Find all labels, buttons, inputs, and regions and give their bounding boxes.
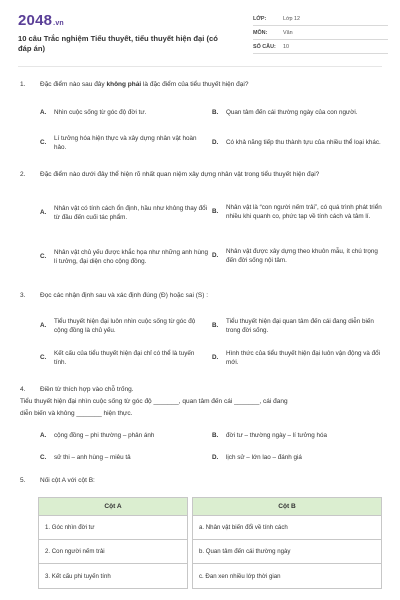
question-2 xyxy=(20,170,382,265)
meta-row-count xyxy=(253,40,388,54)
meta-key: MÔN: xyxy=(253,29,268,36)
meta-row-subject xyxy=(253,26,388,40)
option-letter: C. xyxy=(40,454,47,462)
option-c[interactable] xyxy=(40,452,208,464)
option-text: Quan tâm đến cái thường ngày của con người. xyxy=(226,109,358,117)
option-b[interactable] xyxy=(212,195,382,229)
question-text xyxy=(40,80,382,89)
column-b-table xyxy=(192,497,382,589)
meta-key: LỚP: xyxy=(253,15,267,22)
stem-emphasis: không phải xyxy=(106,81,142,88)
option-letter: B. xyxy=(212,432,219,440)
option-letter: D. xyxy=(212,252,219,260)
option-text: Nhìn cuộc sống từ góc độ đời tư. xyxy=(54,109,147,117)
question-number: 4. xyxy=(20,386,26,393)
site-logo[interactable] xyxy=(18,12,64,29)
option-b[interactable] xyxy=(212,430,382,442)
column-b-item[interactable]: a. Nhân vật biến đổi về tính cách xyxy=(193,516,381,540)
column-a-item[interactable]: 3. Kết cấu phi tuyến tính xyxy=(45,572,111,580)
option-text: cộng đồng – phi thường – phản ánh xyxy=(54,432,155,440)
stem-suffix: là đặc điểm của tiểu thuyết hiện đại? xyxy=(141,81,249,88)
option-a[interactable] xyxy=(40,316,208,336)
column-b-item[interactable]: c. Đan xen nhiều lớp thời gian xyxy=(199,572,281,580)
column-a-table xyxy=(38,497,188,589)
column-a-item[interactable]: 1. Góc nhìn đời tư xyxy=(39,516,187,540)
option-text: Nhân vật là “con người nếm trải”, có quá trình phát triển nhiều khi quanh co, phức tạp về tính cách và tâm lí. xyxy=(226,203,382,220)
option-letter: A. xyxy=(40,109,47,117)
option-b[interactable] xyxy=(212,316,382,336)
option-text: Kết cấu của tiểu thuyết hiện đại chỉ có thể là tuyến tính. xyxy=(54,349,195,366)
header xyxy=(18,12,388,64)
option-letter: A. xyxy=(40,209,47,217)
option-letter: C. xyxy=(40,354,47,362)
option-letter: A. xyxy=(40,432,47,440)
option-c[interactable] xyxy=(40,133,205,153)
option-b[interactable] xyxy=(212,103,382,123)
option-a[interactable] xyxy=(40,199,208,227)
option-a[interactable] xyxy=(40,103,205,123)
fill-in-sentence xyxy=(20,396,382,420)
column-a-item[interactable]: 2. Con người nếm trải xyxy=(39,540,187,564)
option-text: đời tư – thường ngày – lí tưởng hóa xyxy=(226,432,328,440)
fill-line-2: diễn biến và không _______ hiện thực. xyxy=(20,410,133,417)
page-title: 10 câu Trắc nghiệm Tiểu thuyết, tiểu thuyết hiện đại (có đáp án) xyxy=(18,34,218,53)
option-letter: A. xyxy=(40,322,47,330)
option-d[interactable] xyxy=(212,452,382,464)
meta-row-grade xyxy=(253,12,388,26)
column-b-item[interactable]: b. Quan tâm đến cái thường ngày xyxy=(193,540,381,564)
fill-line-1: Tiểu thuyết hiện đại nhìn cuộc sống từ góc độ _______, quan tâm đến cái _______, cái đang xyxy=(20,398,288,405)
option-d[interactable] xyxy=(212,348,382,368)
option-a[interactable] xyxy=(40,430,208,442)
option-letter: C. xyxy=(40,139,47,147)
header-divider xyxy=(18,66,382,67)
option-d[interactable] xyxy=(212,133,382,153)
question-text: Đọc các nhận định sau và xác định đúng (Đ) hoặc sai (S) : xyxy=(40,292,209,299)
logo-text: 2048 xyxy=(18,12,53,29)
question-number: 1. xyxy=(20,81,26,88)
meta-panel xyxy=(253,12,388,54)
stem-prefix: Đặc điểm nào sau đây xyxy=(40,81,107,88)
option-letter: D. xyxy=(212,139,219,147)
option-letter: B. xyxy=(212,322,219,330)
option-letter: D. xyxy=(212,354,219,362)
option-c[interactable] xyxy=(40,348,208,368)
question-number: 5. xyxy=(20,477,26,484)
option-text: Lí tưởng hóa hiện thực và xây dựng nhân vật hoàn hảo. xyxy=(54,134,197,151)
meta-value: 10 xyxy=(283,43,289,50)
question-text: Nối cột A với cột B: xyxy=(40,477,95,484)
meta-key: SỐ CÂU: xyxy=(253,43,276,50)
option-text: Nhân vật được xây dựng theo khuôn mẫu, ít chú trọng đến đời sống nội tâm. xyxy=(226,247,378,264)
logo-suffix: .vn xyxy=(53,20,64,27)
question-stem xyxy=(20,385,382,394)
option-c[interactable] xyxy=(40,241,208,273)
option-text: Hình thức của tiểu thuyết hiện đại luôn vận động và đổi mới. xyxy=(226,349,381,366)
question-number: 2. xyxy=(20,171,26,178)
question-text: Đặc điểm nào dưới đây thể hiện rõ nhất quan niệm xây dựng nhân vật trong tiểu thuyết hiện đại? xyxy=(40,171,320,178)
option-letter: B. xyxy=(212,109,219,117)
question-stem xyxy=(20,80,382,89)
option-text: Nhân vật chủ yếu được khắc họa như những anh hùng lí tưởng, đại diện cho cộng đồng. xyxy=(54,248,209,265)
option-text: lịch sử – lớn lao – đánh giá xyxy=(226,454,302,462)
option-d[interactable] xyxy=(212,245,382,267)
question-stem xyxy=(20,170,382,179)
option-text: Tiểu thuyết hiện đại luôn nhìn cuộc sống từ góc độ cộng đồng là chủ yếu. xyxy=(54,317,196,334)
column-a-header: Cột A xyxy=(39,498,187,516)
option-letter: C. xyxy=(40,253,47,261)
option-letter: B. xyxy=(212,208,219,216)
meta-value: Văn xyxy=(283,29,293,36)
option-text: Có khả năng tiếp thu thành tựu của nhiều thể loại khác. xyxy=(226,139,381,147)
question-stem xyxy=(20,291,382,300)
question-text: Điền từ thích hợp vào chỗ trống. xyxy=(40,386,134,393)
question-stem xyxy=(20,476,382,485)
question-number: 3. xyxy=(20,292,26,299)
option-text: sử thi – anh hùng – miêu tả xyxy=(54,454,131,462)
meta-value: Lớp 12 xyxy=(283,15,301,22)
question-5 xyxy=(20,476,382,485)
question-1 xyxy=(20,80,382,151)
option-text: Tiểu thuyết hiện đại quan tâm đến cái đang diễn biến trong đời sống. xyxy=(226,317,374,334)
column-b-header: Cột B xyxy=(193,498,381,516)
option-text: Nhân vật có tính cách ổn định, hầu như không thay đổi từ đầu đến cuối tác phẩm. xyxy=(54,204,207,221)
question-4 xyxy=(20,385,382,462)
option-letter: D. xyxy=(212,454,219,462)
question-3 xyxy=(20,291,382,366)
